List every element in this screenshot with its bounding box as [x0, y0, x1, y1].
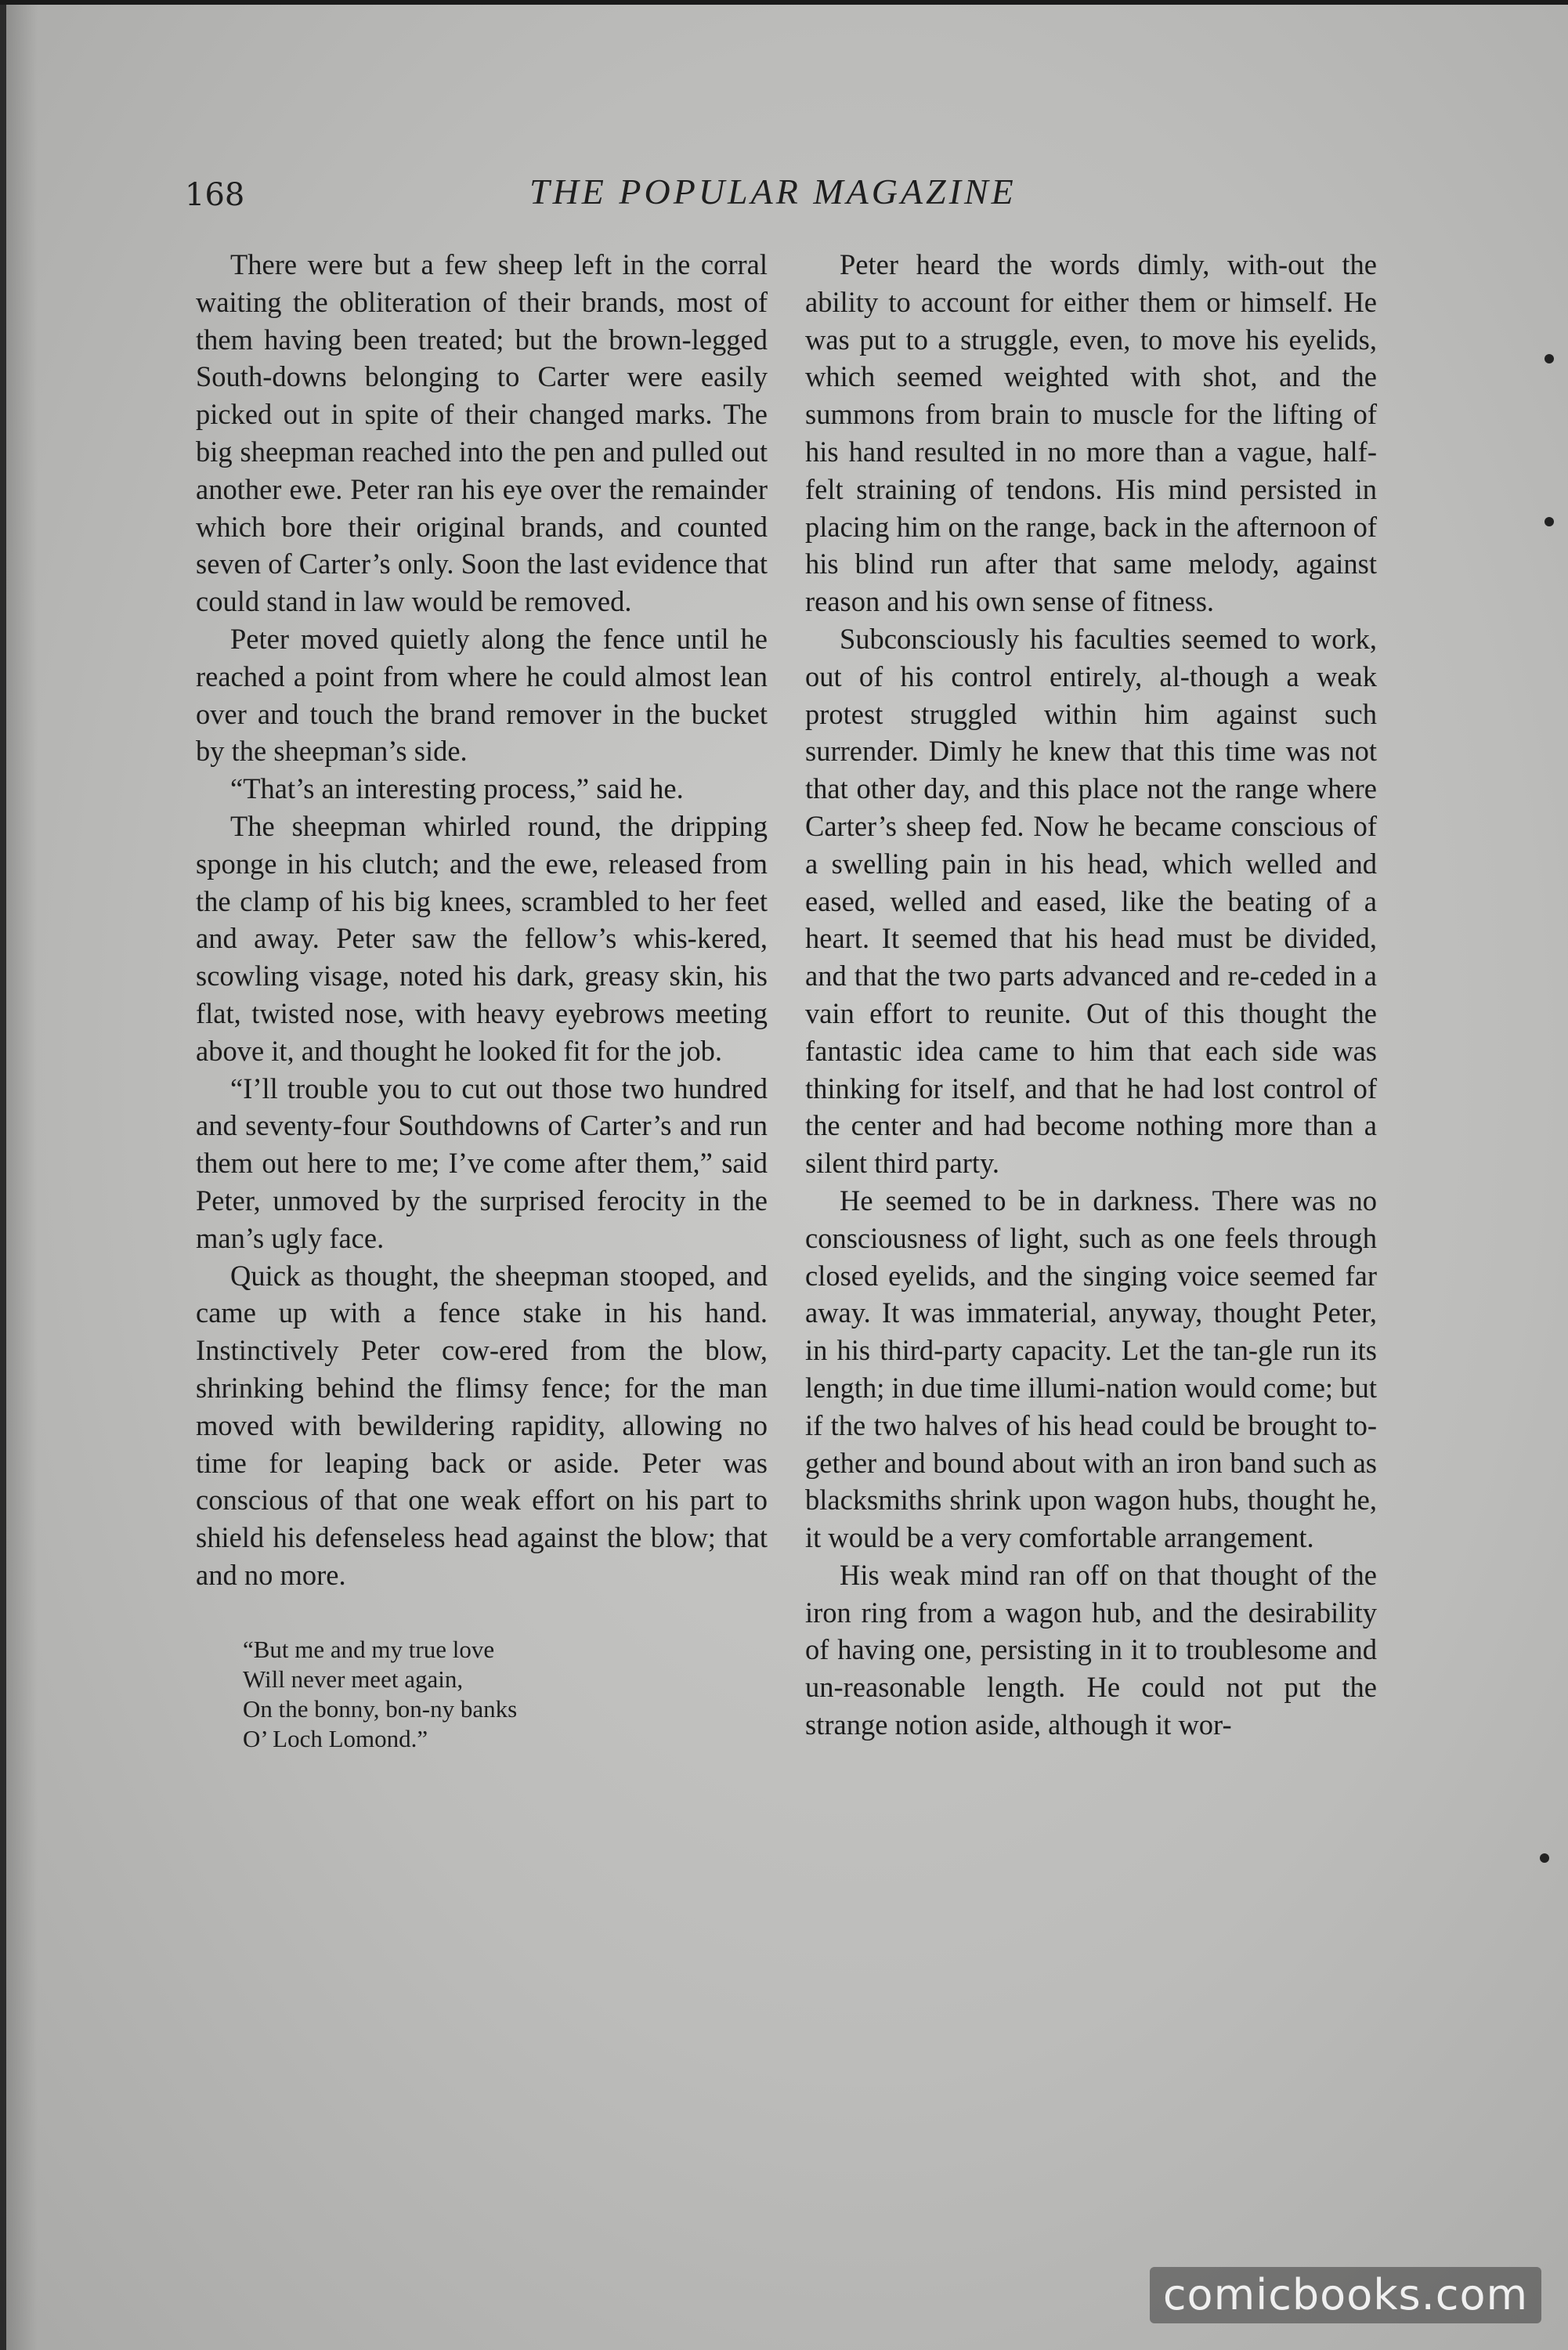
- running-header: [185, 171, 1383, 226]
- magazine-title: THE POPULAR MAGAZINE: [529, 172, 1017, 212]
- paragraph: Peter moved quietly along the fence until he reached a point from where he could almost lean over and touch the brand remover in the bucket by the sheepman’s side.: [196, 622, 768, 768]
- verse-line: Will never meet again,: [243, 1665, 464, 1693]
- paragraph: “I’ll trouble you to cut out those two hundred and seventy-four Southdowns of Carter’s and run them out here to me; I’ve come after them,” said Peter, unmoved by the surprised ferocity in the man’s ugly face.: [196, 1072, 768, 1254]
- paragraph: The sheepman whirled round, the dripping sponge in his clutch; and the ewe, released from the clamp of his big knees, scrambled to her feet and away. Peter saw the fellow’s whis-kered, scowling visage, noted his dark, greasy skin, his flat, twisted nose, with heavy eyebrows meeting above it, and thought he looked fit for the job.: [196, 809, 768, 1067]
- site-watermark: comicbooks.com: [1150, 2267, 1541, 2323]
- song-verse: [243, 1635, 768, 1754]
- binding-hole: [1545, 354, 1554, 363]
- paragraph: His weak mind ran off on that thought of the iron ring from a wagon hub, and the desirability of having one, persisting in it to troublesome and un-reasonable length. He could not put the strange notion aside, although it wor-: [805, 1558, 1377, 1741]
- left-column: [196, 246, 768, 1754]
- paragraph: Peter heard the words dimly, with-out the ability to account for either them or himself. He was put to a struggle, even, to move his eyelids, which seemed weighted with shot, and the summons from brain to muscle for the lifting of his hand resulted in no more than a vague, half-felt straining of tendons. His mind persisted in placing him on the range, back in the afternoon of his blind run after that same melody, against reason and his own sense of fitness.: [805, 248, 1377, 618]
- paragraph: “That’s an interesting process,” said he.: [230, 772, 684, 805]
- right-column: [805, 246, 1377, 1744]
- binding-hole: [1540, 1853, 1549, 1863]
- verse-line: “But me and my true love: [243, 1635, 495, 1663]
- paragraph: There were but a few sheep left in the corral waiting the obliteration of their brands, most of them having been treated; but the brown-legged South-downs belonging to Carter were easily picked out in spite of their changed marks. The big sheepman reached into the pen and pulled out another ewe. Peter ran his eye over the remainder which bore their original brands, and counted seven of Carter’s only. Soon the last evidence that could stand in law would be removed.: [196, 248, 768, 618]
- paragraph: Subconsciously his faculties seemed to work, out of his control entirely, al-though a weak protest struggled within him against such surrender. Dimly he knew that this time was not that other day, and this place not the range where Carter’s sheep fed. Now he became conscious of a swelling pain in his head, which welled and eased, welled and eased, like the beating of a heart. It seemed that his head must be divided, and that the two parts advanced and re-ceded in a vain effort to reunite. Out of this thought the fantastic idea came to him that each side was thinking for itself, and that he had lost control of the center and had become nothing more than a silent third party.: [805, 622, 1377, 1180]
- verse-line: On the bonny, bon-ny banks: [243, 1694, 518, 1723]
- paragraph: He seemed to be in darkness. There was no consciousness of light, such as one feels through closed eyelids, and the singing voice seemed far away. It was immaterial, anyway, thought Peter, in his third-party capacity. Let the tan-gle run its length; in due time illumi-nation would come; but if the two halves of his head could be brought to-gether and bound about with an iron band such as blacksmiths shrink upon wagon hubs, thought he, it would be a very comfortable arrangement.: [805, 1184, 1377, 1554]
- binding-shadow: [6, 5, 38, 2350]
- paragraph: Quick as thought, the sheepman stooped, and came up with a fence stake in his hand. Instinctively Peter cow-ered from the blow, shrinking behind the flimsy fence; for the man moved with bewildering rapidity, allowing no time for leaping back or aside. Peter was conscious of that one weak effort on his part to shield his defenseless head against the blow; that and no more.: [196, 1259, 768, 1591]
- page-number: 168: [185, 177, 245, 213]
- binding-hole: [1545, 517, 1554, 526]
- verse-line: O’ Loch Lomond.”: [243, 1724, 428, 1752]
